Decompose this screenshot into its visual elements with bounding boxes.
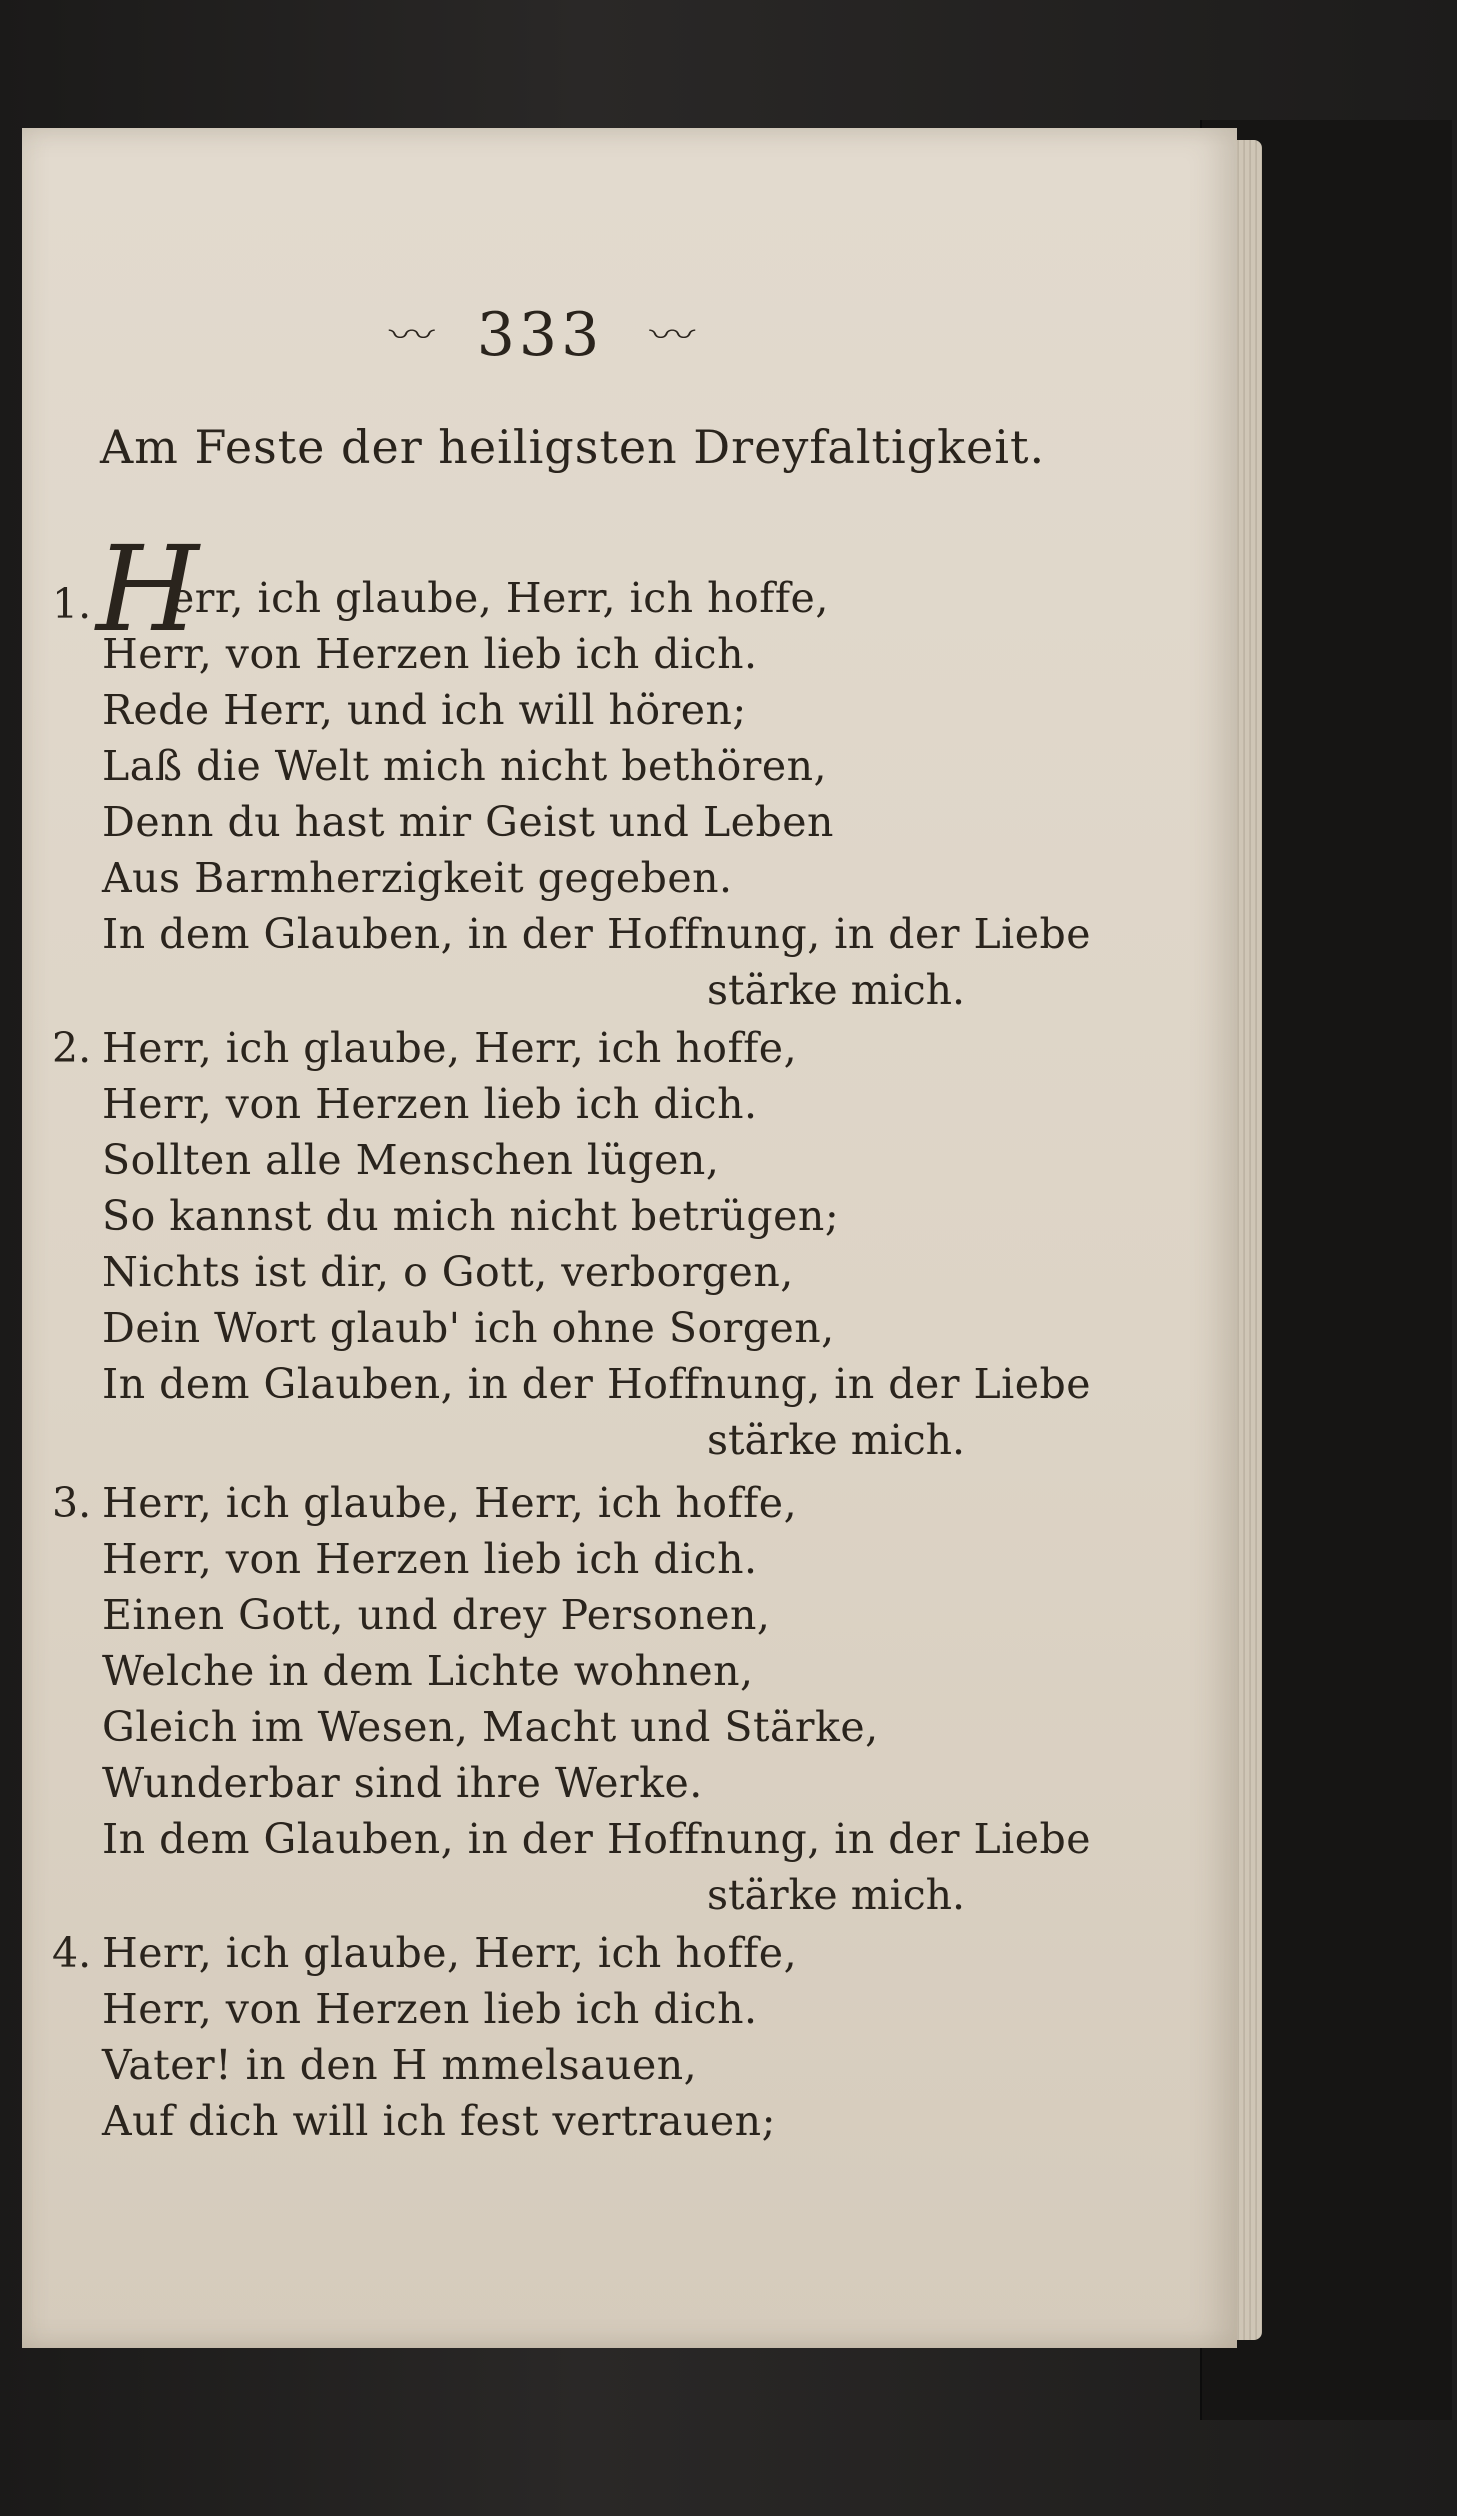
verse-line: Sollten alle Menschen lügen,	[102, 1136, 720, 1184]
verse-line: err, ich glaube, Herr, ich hoffe,	[170, 574, 829, 622]
stanza-number: 1.	[52, 580, 92, 628]
verse-line: Welche in dem Lichte wohnen,	[102, 1647, 754, 1695]
page-number: 333	[476, 300, 604, 370]
verse-line: Denn du hast mir Geist und Leben	[102, 798, 834, 846]
verse-line: Herr, von Herzen lieb ich dich.	[102, 1080, 758, 1128]
verse-line: Einen Gott, und drey Personen,	[102, 1591, 771, 1639]
verse-line: Wunderbar sind ihre Werke.	[102, 1759, 703, 1807]
verse-line: Herr, von Herzen lieb ich dich.	[102, 1985, 758, 2033]
verse-line: Herr, ich glaube, Herr, ich hoffe,	[102, 1929, 798, 1977]
verse-line: Nichts ist dir, o Gott, verborgen,	[102, 1248, 794, 1296]
ornament-left: 〰	[388, 316, 431, 354]
stanza-number: 4.	[52, 1929, 92, 1977]
page-header	[330, 290, 750, 380]
ornament-right: 〰	[649, 316, 692, 354]
verse-line: Gleich im Wesen, Macht und Stärke,	[102, 1703, 879, 1751]
stanza-number: 3.	[52, 1479, 92, 1527]
verse-line: Laß die Welt mich nicht bethören,	[102, 742, 828, 790]
verse-line: Vater! in den H mmelsauen,	[102, 2041, 698, 2089]
refrain-line: In dem Glauben, in der Hoffnung, in der Liebe	[102, 1360, 1092, 1408]
verse-line: Herr, ich glaube, Herr, ich hoffe,	[102, 1479, 798, 1527]
stanza-number: 2.	[52, 1024, 92, 1072]
verse-line: Aus Barmherzigkeit gegeben.	[102, 854, 733, 902]
verse-line: Rede Herr, und ich will hören;	[102, 686, 747, 734]
drop-cap: H	[96, 520, 199, 658]
refrain-continuation: stärke mich.	[707, 966, 966, 1014]
verse-line: Dein Wort glaub' ich ohne Sorgen,	[102, 1304, 835, 1352]
refrain-continuation: stärke mich.	[707, 1416, 966, 1464]
verse-line: Herr, ich glaube, Herr, ich hoffe,	[102, 1024, 798, 1072]
verse-line: Herr, von Herzen lieb ich dich.	[102, 1535, 758, 1583]
verse-line: Herr, von Herzen lieb ich dich.	[102, 630, 758, 678]
verse-line: Auf dich will ich fest vertrauen;	[102, 2097, 776, 2145]
hymn-title: Am Feste der heiligsten Dreyfaltigkeit.	[100, 420, 1046, 474]
refrain-line: In dem Glauben, in der Hoffnung, in der Liebe	[102, 910, 1092, 958]
refrain-continuation: stärke mich.	[707, 1871, 966, 1919]
verse-line: So kannst du mich nicht betrügen;	[102, 1192, 840, 1240]
refrain-line: In dem Glauben, in der Hoffnung, in der Liebe	[102, 1815, 1092, 1863]
